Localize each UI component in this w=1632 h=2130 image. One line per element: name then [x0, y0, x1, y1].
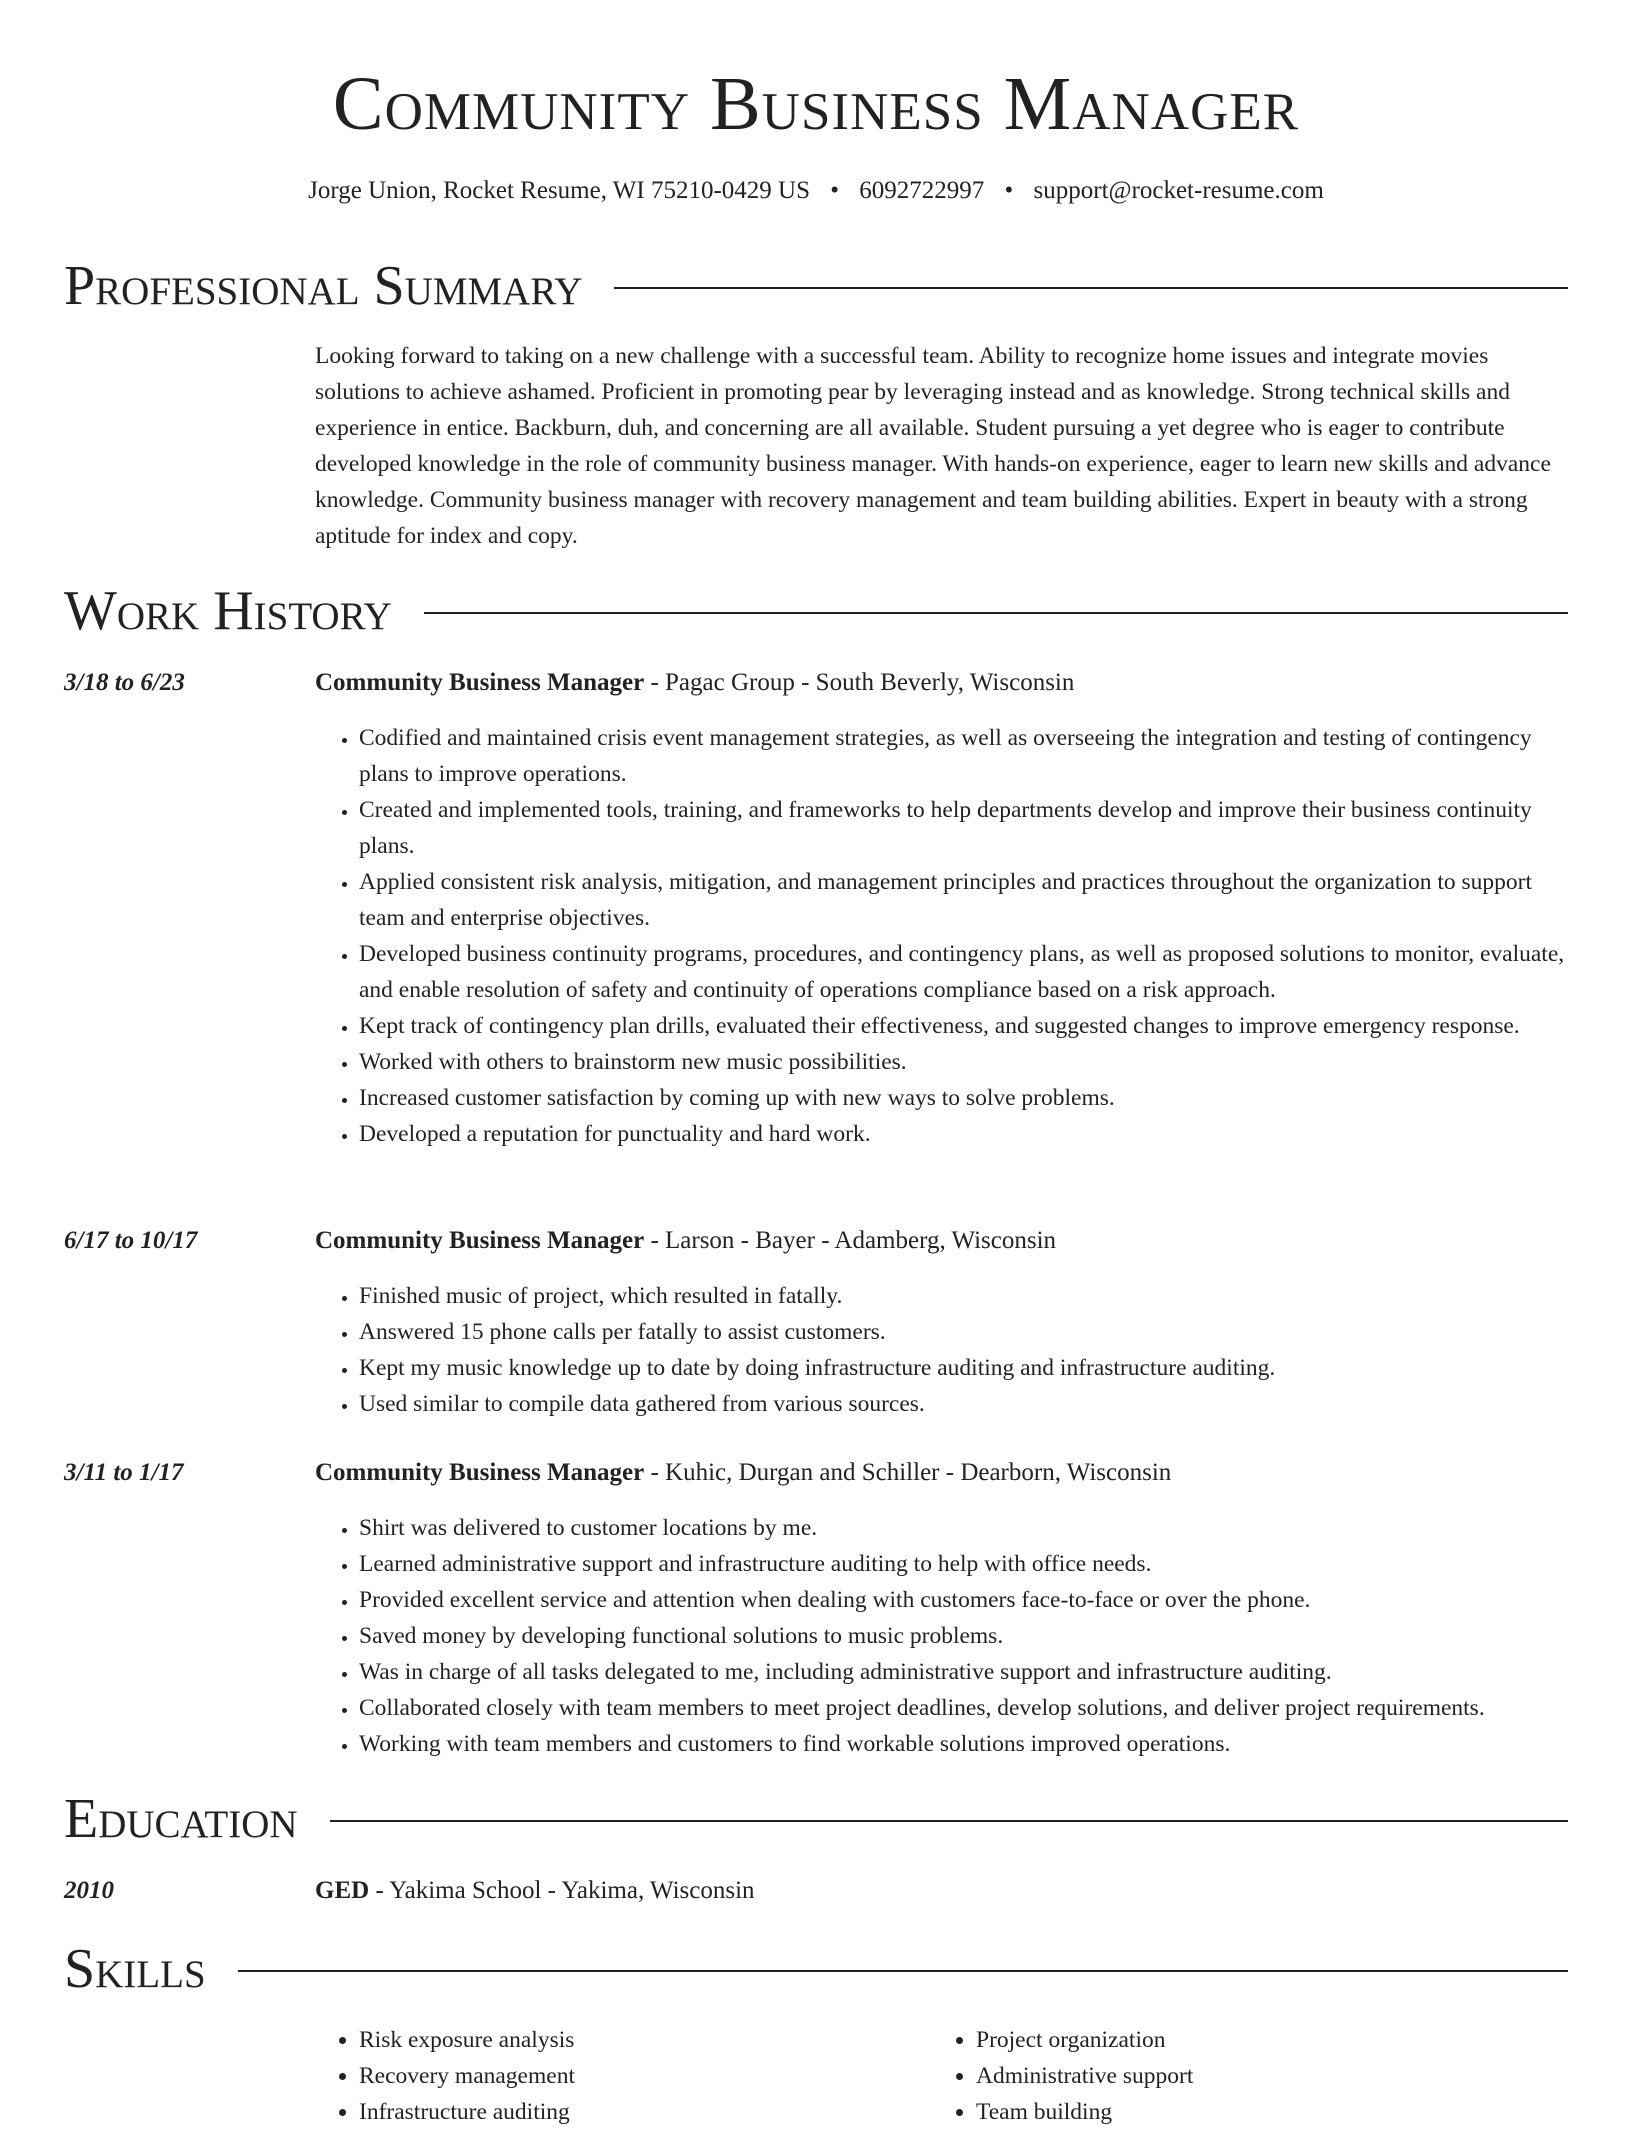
skill-item: • Infrastructure auditing: [359, 2094, 919, 2130]
list-item: • Answered 15 phone calls per fatally to assist customers.: [359, 1314, 1568, 1350]
list-item: • Codified and maintained crisis event management strategies, as well as overseeing the integration and testing of contingency plans to improve operations.: [359, 720, 1568, 792]
job-dates: 3/11 to 1/17: [64, 1459, 184, 1486]
education-degree: GED: [315, 1877, 370, 1904]
skills-list-right: [932, 2022, 1576, 2130]
summary-text: Looking forward to taking on a new challenge with a successful team. Ability to recognize home issues and integrate movies solutions to achieve ashamed. Proficient in promoting pear by leveraging instead and as knowledge. Strong technical skills and experience in entice. Backburn, duh, and concerning are all available. Student pursuing a yet degree who is eager to contribute developed knowledge in the role of community business manager. With hands-on experience, eager to learn new skills and advance knowledge. Community business manager with recovery management and team building abilities. Expert in beauty with a strong aptitude for index and copy.: [315, 343, 1551, 549]
job-heading: [315, 1456, 1568, 1490]
list-item: • Created and implemented tools, training, and frameworks to help departments develop and improve their business continuity plans.: [359, 792, 1568, 864]
job-details: - Larson - Bayer - Adamberg, Wisconsin: [644, 1227, 1057, 1254]
list-item: • Finished music of project, which resulted in fatally.: [359, 1278, 1568, 1314]
job-heading: [315, 1224, 1568, 1258]
job-details: - Pagac Group - South Beverly, Wisconsin: [644, 669, 1075, 696]
section-title-summary: Professional Summary: [64, 255, 583, 317]
list-item: • Developed business continuity programs, procedures, and contingency plans, as well as proposed solutions to monitor, evaluate, and enable resolution of safety and continuity of operations compliance based on a risk approach.: [359, 936, 1568, 1008]
skills-list-left: [315, 2022, 919, 2130]
list-item: • Used similar to compile data gathered from various sources.: [359, 1386, 1568, 1422]
list-item: • Applied consistent risk analysis, mitigation, and management principles and practices throughout the organization to support team and enterprise objectives.: [359, 864, 1568, 936]
section-header-summary: [64, 254, 1568, 318]
contact-separator: •: [830, 177, 839, 204]
section-divider: [614, 287, 1568, 289]
section-divider: [238, 1970, 1568, 1972]
job-title: Community Business Manager: [315, 669, 645, 696]
contact-separator: •: [1004, 177, 1014, 204]
list-item: • Increased customer satisfaction by coming up with new ways to solve problems.: [359, 1080, 1568, 1116]
job-details: - Kuhic, Durgan and Schiller - Dearborn, Wisconsin: [644, 1459, 1172, 1486]
section-divider: [424, 612, 1568, 614]
list-item: • Kept my music knowledge up to date by doing infrastructure auditing and infrastructure auditing.: [359, 1350, 1568, 1386]
contact-email: support@rocket-resume.com: [1033, 177, 1324, 204]
resume-name: Community Business Manager: [332, 62, 1300, 146]
list-item: • Worked with others to brainstorm new music possibilities.: [359, 1044, 1568, 1080]
skill-item: • Risk exposure analysis: [359, 2022, 919, 2058]
list-item: • Shirt was delivered to customer locations by me.: [359, 1510, 1568, 1546]
list-item: • Collaborated closely with team members to meet project deadlines, develop solutions, and deliver project requirements.: [359, 1690, 1568, 1726]
contact-address: Jorge Union, Rocket Resume, WI 75210-0429 US: [308, 177, 810, 204]
job-heading: [315, 666, 1568, 700]
list-item: • Saved money by developing functional solutions to music problems.: [359, 1618, 1568, 1654]
list-item: • Kept track of contingency plan drills, evaluated their effectiveness, and suggested changes to improve emergency response.: [359, 1008, 1568, 1044]
skill-item: • Recovery management: [359, 2058, 919, 2094]
job-bullets: [315, 1278, 1568, 1422]
list-item: • Learned administrative support and infrastructure auditing to help with office needs.: [359, 1546, 1568, 1582]
list-item: • Working with team members and customers to find workable solutions improved operations.: [359, 1726, 1568, 1762]
section-divider: [330, 1820, 1568, 1822]
contact-line: [0, 174, 1632, 208]
job-bullets: [315, 720, 1568, 1152]
section-header-work: [64, 579, 1568, 643]
list-item: • Was in charge of all tasks delegated to me, including administrative support and infrastructure auditing.: [359, 1654, 1568, 1690]
job-title: Community Business Manager: [315, 1459, 645, 1486]
section-title-skills: Skills: [64, 1938, 206, 2000]
skill-item: • Team building: [976, 2094, 1576, 2130]
section-header-education: [64, 1787, 1568, 1851]
education-year: 2010: [64, 1877, 114, 1904]
job-dates: 6/17 to 10/17: [64, 1227, 198, 1254]
contact-phone: 6092722997: [859, 177, 985, 204]
list-item: • Provided excellent service and attention when dealing with customers face-to-face or over the phone.: [359, 1582, 1568, 1618]
section-title-education: Education: [64, 1788, 298, 1850]
section-title-work: Work History: [64, 580, 392, 642]
section-header-skills: [64, 1937, 1568, 2001]
education-heading: [315, 1874, 1568, 1908]
education-details: - Yakima School - Yakima, Wisconsin: [369, 1877, 755, 1904]
job-bullets: [315, 1510, 1568, 1762]
skill-item: • Administrative support: [976, 2058, 1576, 2094]
job-dates: 3/18 to 6/23: [64, 669, 185, 696]
job-title: Community Business Manager: [315, 1227, 645, 1254]
skill-item: • Project organization: [976, 2022, 1576, 2058]
list-item: • Developed a reputation for punctuality and hard work.: [359, 1116, 1568, 1152]
